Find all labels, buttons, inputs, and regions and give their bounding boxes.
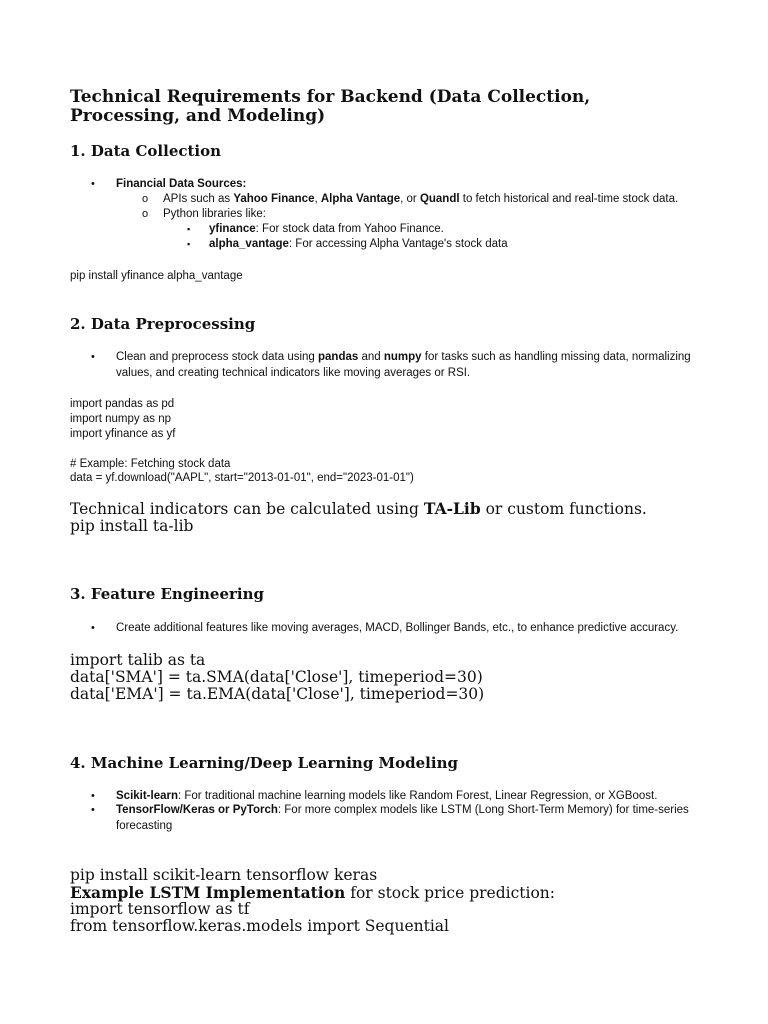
preprocess-bullet-line-2: values, and creating technical indicators like moving averages or RSI.	[116, 367, 471, 379]
document-title-line-2: Processing, and Modeling)	[70, 106, 326, 126]
code-line: import yfinance as yf	[70, 428, 176, 440]
preprocess-bullet-line-1: Clean and preprocess stock data using pandas and numpy for tasks such as handling missing data, normalizing	[116, 351, 691, 363]
bullet-icon: •	[91, 178, 95, 190]
bullet-icon: •	[91, 622, 95, 634]
section-3-heading: 3. Feature Engineering	[70, 585, 264, 603]
code-line: from tensorflow.keras.models import Sequential	[70, 917, 449, 935]
square-bullet-icon: ▪	[187, 224, 191, 234]
tensorflow-item-line-2: forecasting	[116, 820, 173, 832]
feature-engineering-bullet: Create additional features like moving averages, MACD, Bollinger Bands, etc., to enhance predictive accuracy.	[116, 622, 679, 634]
document-title-line-1: Technical Requirements for Backend (Data Collection,	[70, 87, 591, 107]
yfinance-item: yfinance: For stock data from Yahoo Finance.	[209, 223, 444, 235]
code-line: data['SMA'] = ta.SMA(data['Close'], timeperiod=30)	[70, 668, 483, 686]
scikit-learn-item: Scikit-learn: For traditional machine learning models like Random Forest, Linear Regression, or XGBoost.	[116, 790, 658, 802]
code-line: import pandas as pd	[70, 398, 175, 410]
apis-list-item: APIs such as Yahoo Finance, Alpha Vantage, or Quandl to fetch historical and real-time stock data.	[163, 193, 679, 205]
code-line: import numpy as np	[70, 413, 171, 425]
python-libraries-item: Python libraries like:	[163, 208, 266, 220]
financial-data-sources-label: Financial Data Sources:	[116, 178, 247, 190]
bullet-icon: •	[91, 351, 95, 363]
bullet-icon: •	[91, 790, 95, 802]
example-lstm-heading: Example LSTM Implementation for stock price prediction:	[70, 883, 556, 902]
pip-install-ta-lib: pip install ta-lib	[70, 517, 194, 535]
tensorflow-item-line-1: TensorFlow/Keras or PyTorch: For more complex models like LSTM (Long Short-Term Memory) for time-series	[116, 804, 689, 816]
sub-bullet-icon: o	[142, 193, 149, 205]
alpha-vantage-item: alpha_vantage: For accessing Alpha Vantage's stock data	[209, 238, 508, 250]
section-4-heading: 4. Machine Learning/Deep Learning Modeling	[70, 754, 458, 772]
code-line: data = yf.download("AAPL", start="2013-01-01", end="2023-01-01")	[70, 472, 414, 484]
pip-install-scikit-learn: pip install scikit-learn tensorflow keras	[70, 866, 378, 884]
ta-lib-note: Technical indicators can be calculated using TA-Lib or custom functions.	[70, 499, 647, 518]
sub-bullet-icon: o	[142, 208, 149, 220]
code-line: import tensorflow as tf	[70, 900, 250, 918]
bullet-icon: •	[91, 804, 95, 816]
section-2-heading: 2. Data Preprocessing	[70, 315, 256, 333]
code-line: import talib as ta	[70, 651, 206, 669]
pip-install-yfinance-code: pip install yfinance alpha_vantage	[70, 270, 243, 282]
square-bullet-icon: ▪	[187, 239, 191, 249]
section-1-heading: 1. Data Collection	[70, 142, 222, 160]
code-comment: # Example: Fetching stock data	[70, 458, 231, 470]
code-line: data['EMA'] = ta.EMA(data['Close'], timeperiod=30)	[70, 685, 485, 703]
